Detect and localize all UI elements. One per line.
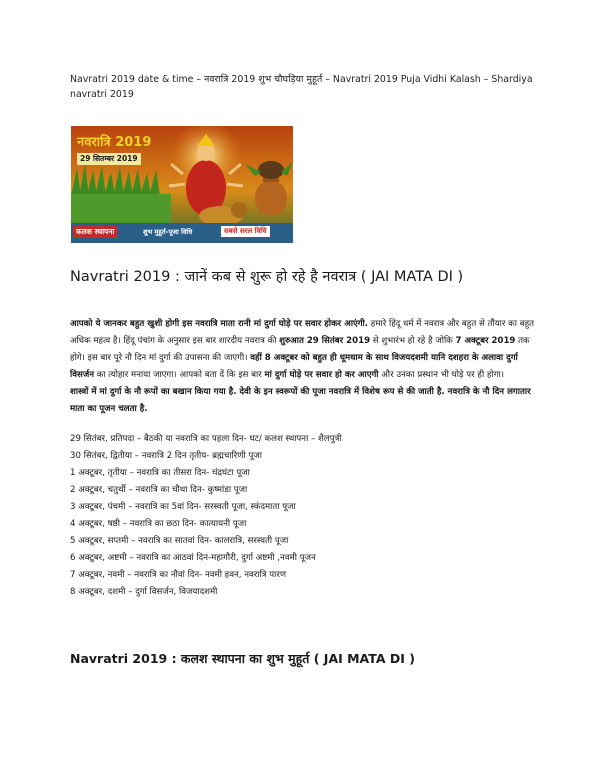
schedule-item: 30 सितंबर, द्वितीया – नवरात्रि 2 दिन तृतीय- ब्रह्मचारिणी पूजा	[70, 451, 262, 461]
banner-simple-method-label: सबसे सरल विधि	[221, 226, 270, 237]
para-bold-1: आपको ये जानकर बहुत खुशी होगी इस नवरात्रि माता रानी मां दुर्गा घोड़े पर सवार होकर आएंगी.	[70, 319, 369, 329]
schedule-item: 8 अक्टूबर, दशमी – दुर्गा विसर्जन, विजयादशमी	[70, 587, 218, 597]
para-bold-3: शुरुआत 29 सितंबर 2019	[279, 336, 371, 346]
para-bold-5: 7 अक्टूबर 2019	[455, 336, 516, 346]
navratri-schedule-list	[70, 431, 540, 601]
navratri-banner-image	[71, 126, 293, 243]
para-text-2: हमारे हिंदू धर्म में नवरात्र और बहुत से तौंयार का बहुत अधिक महत्व है। हिंदू पंचांग के अनुसार इस बार शारदीय नवरात्र की	[70, 319, 535, 346]
schedule-item: 1 अक्टूबर, तृतीया – नवरात्रि का तीसरा दिन- चंद्रघंटा पूजा	[70, 468, 250, 478]
schedule-item: 4 अक्टूबर, षष्ठी – नवरात्रि का छठा दिन- कात्यायनी पूजा	[70, 519, 247, 529]
schedule-item: 2 अक्टूबर, चतुर्थी – नवरात्रि का चौथा दिन- कुष्मांडा पूजा	[70, 485, 248, 495]
banner-title: नवरात्रि 2019	[77, 135, 152, 150]
schedule-item: 3 अक्टूबर, पंचमी – नवरात्रि का 5वां दिन- सरस्वती पूजा, स्कंदमाता पूजा	[70, 502, 296, 512]
kalash-muhurat-heading: Navratri 2019 : कलश स्थापना का शुभ मुहूर्त ( JAI MATA DI )	[70, 651, 415, 666]
para-text-4: से शुभारंभ हो रहे है जोकि	[370, 336, 456, 346]
banner-kalash-label: कलश स्थापना	[73, 226, 117, 238]
banner-date: 29 सितम्बर 2019	[77, 153, 141, 165]
para-text-6: तक होगे। इस बार पूरे नौ दिन मां दुर्गा की उपासना की जाएगी।	[70, 336, 530, 363]
intro-paragraph	[70, 316, 542, 418]
para-text-8: का त्योहार मनाया जाएगा। आपको बता दें कि इस बार	[93, 370, 265, 380]
banner-muhurat-label: शुभ मुहूर्त-पूजा विधि	[143, 228, 193, 236]
main-heading: Navratri 2019 : जानें कब से शुरू हो रहे है नवरात्र ( JAI MATA DI )	[70, 269, 464, 285]
schedule-item: 7 अक्टूबर, नवमी – नवरात्रि का नौवां दिन- नवमी हवन, नवरात्रि पारण	[70, 570, 287, 580]
para-text-10: और उनका प्रस्थान भी घोड़े पर ही होगा।	[378, 370, 505, 380]
para-bold-11: शास्त्रों में मां दुर्गा के नौ रूपों का बखान किया गया है. देवी के इन स्वरूपों की पूजा नवरात्रि में विशेष रूप से की जाती है. नवरात्रि के नौ दिन लगातार माता का पूजन चलता है.	[70, 387, 531, 414]
document-title-line: Navratri 2019 date & time – नवरात्रि 2019 शुभ चौघड़िया मुहूर्त – Navratri 2019 Puja Vidhi Kalash – Shardiya navratri 2019	[70, 74, 533, 100]
schedule-item: 6 अक्टूबर, अष्टमी – नवरात्रि का आठवां दिन-महागौरी, दुर्गा अष्टमी ,नवमी पूजन	[70, 553, 316, 563]
para-bold-7: वहीं 8 अक्टूबर को बहुत ही धूमधाम के साथ विजयदशमी यानि दशहरा के अलावा दुर्गा विसर्जन	[70, 353, 518, 380]
schedule-item: 29 सितंबर, प्रतिपदा – बैठकी या नवरात्रि का पहला दिन- घट/ कलश स्थापना – शैलपुत्री	[70, 434, 342, 444]
schedule-item: 5 अक्टूबर, सप्तमी – नवरात्रि का सातवां दिन- कालरात्रि, सरस्वती पूजा	[70, 536, 289, 546]
para-bold-9: मां दुर्गा घोड़े पर सवार हो कर आएगी	[264, 370, 379, 380]
